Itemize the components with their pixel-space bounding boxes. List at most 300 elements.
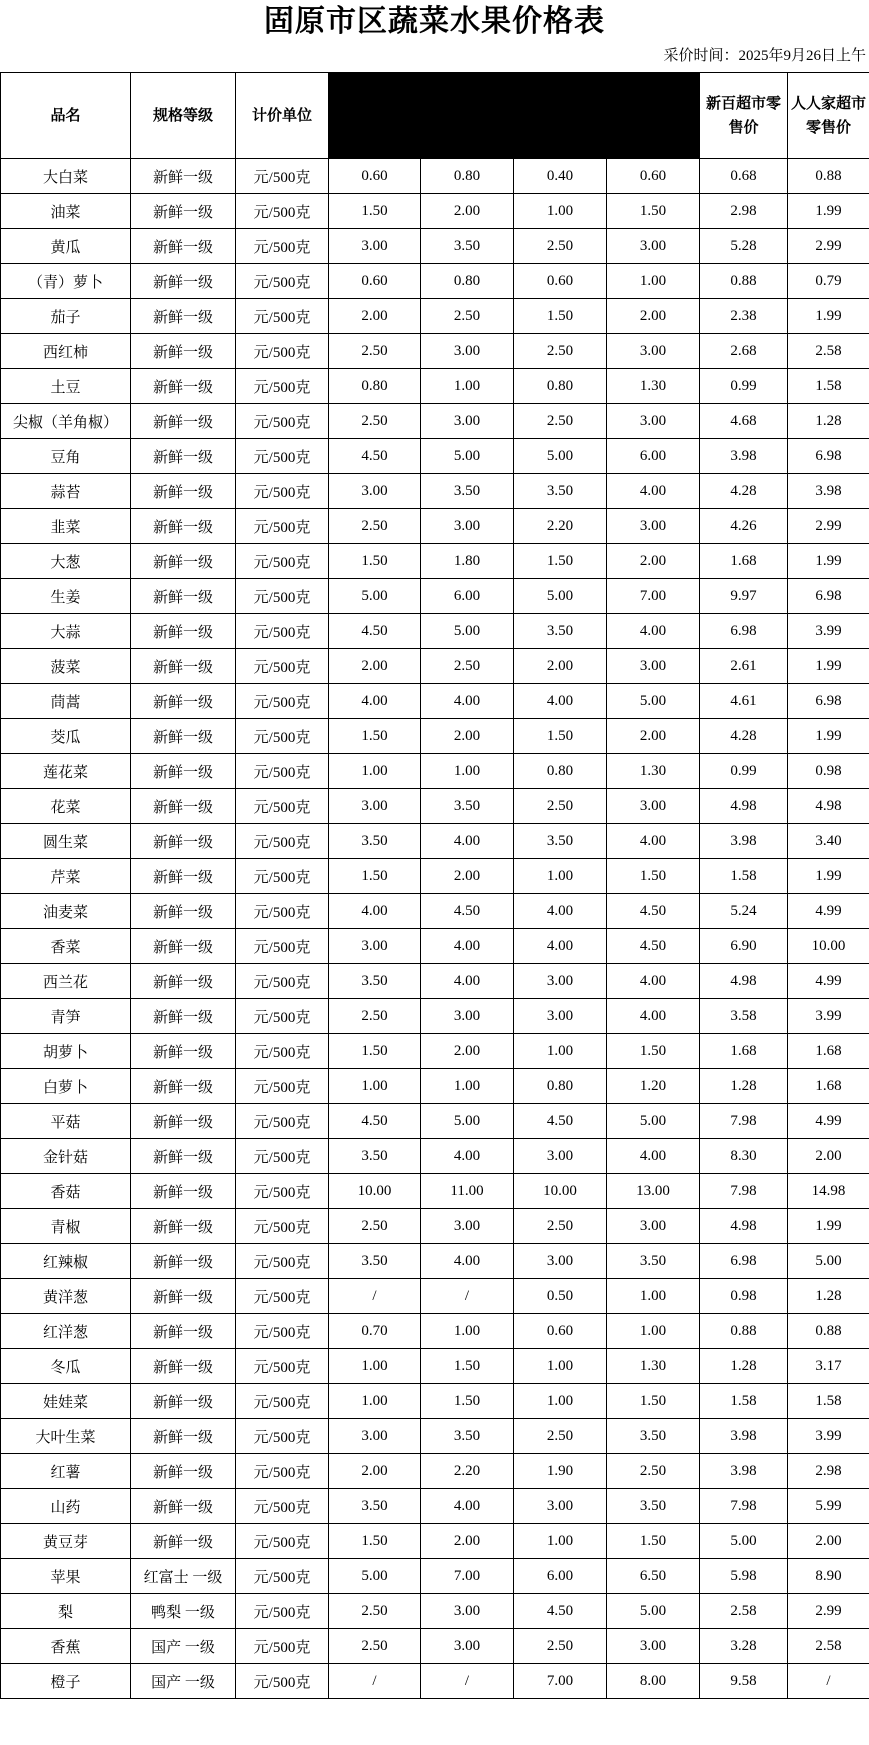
- product-name-cell: （青）萝卜: [1, 264, 131, 299]
- table-row: [1, 1314, 869, 1349]
- xinbai-retail-price-cell: 5.00: [700, 1524, 788, 1559]
- price-3-cell: 4.00: [514, 929, 607, 964]
- price-3-cell: 5.00: [514, 579, 607, 614]
- price-3-cell: 3.00: [514, 1139, 607, 1174]
- table-row: [1, 1279, 869, 1314]
- price-2-cell: 0.80: [421, 264, 514, 299]
- price-3-cell: 2.50: [514, 334, 607, 369]
- renrenjia-retail-price-cell: 1.68: [788, 1069, 869, 1104]
- renrenjia-retail-price-cell: 10.00: [788, 929, 869, 964]
- price-3-cell: 4.50: [514, 1104, 607, 1139]
- price-3-cell: 10.00: [514, 1174, 607, 1209]
- table-row: [1, 824, 869, 859]
- price-4-cell: 1.20: [607, 1069, 700, 1104]
- price-2-cell: 5.00: [421, 614, 514, 649]
- product-name-cell: 红洋葱: [1, 1314, 131, 1349]
- price-4-cell: 2.00: [607, 719, 700, 754]
- price-4-cell: 7.00: [607, 579, 700, 614]
- renrenjia-retail-price-cell: 1.28: [788, 1279, 869, 1314]
- table-row: [1, 159, 869, 194]
- table-row: [1, 789, 869, 824]
- grade-cell: 新鲜一级: [131, 789, 236, 824]
- unit-cell: 元/500克: [236, 509, 329, 544]
- price-3-cell: 6.00: [514, 1559, 607, 1594]
- grade-cell: 新鲜一级: [131, 1244, 236, 1279]
- unit-cell: 元/500克: [236, 684, 329, 719]
- table-row: [1, 299, 869, 334]
- price-4-cell: 5.00: [607, 1594, 700, 1629]
- price-4-cell: 5.00: [607, 684, 700, 719]
- grade-cell: 新鲜一级: [131, 1104, 236, 1139]
- product-name-cell: 山药: [1, 1489, 131, 1524]
- price-4-cell: 1.00: [607, 1279, 700, 1314]
- unit-cell: 元/500克: [236, 894, 329, 929]
- xinbai-retail-price-cell: 0.88: [700, 1314, 788, 1349]
- product-name-cell: 金针菇: [1, 1139, 131, 1174]
- price-2-cell: 2.20: [421, 1454, 514, 1489]
- price-1-cell: 4.00: [329, 684, 421, 719]
- price-1-cell: 2.50: [329, 1629, 421, 1664]
- renrenjia-retail-price-cell: 2.00: [788, 1524, 869, 1559]
- price-1-cell: 1.00: [329, 1349, 421, 1384]
- price-1-cell: 2.00: [329, 1454, 421, 1489]
- xinbai-retail-price-cell: 1.28: [700, 1069, 788, 1104]
- table-row: [1, 1594, 869, 1629]
- price-3-cell: 2.20: [514, 509, 607, 544]
- price-3-cell: 1.00: [514, 859, 607, 894]
- xinbai-retail-price-cell: 4.98: [700, 1209, 788, 1244]
- price-2-cell: 4.00: [421, 1244, 514, 1279]
- grade-cell: 新鲜一级: [131, 1454, 236, 1489]
- price-table: [0, 72, 869, 1699]
- grade-cell: 红富士 一级: [131, 1559, 236, 1594]
- price-3-cell: 2.50: [514, 789, 607, 824]
- renrenjia-retail-price-cell: 0.88: [788, 159, 869, 194]
- price-1-cell: 3.00: [329, 929, 421, 964]
- unit-cell: 元/500克: [236, 929, 329, 964]
- price-1-cell: 1.50: [329, 859, 421, 894]
- price-1-cell: 1.00: [329, 1384, 421, 1419]
- renrenjia-retail-price-cell: 2.99: [788, 1594, 869, 1629]
- table-row: [1, 1454, 869, 1489]
- product-name-cell: 茭瓜: [1, 719, 131, 754]
- table-row: [1, 334, 869, 369]
- table-row: [1, 579, 869, 614]
- xinbai-retail-price-cell: 3.98: [700, 439, 788, 474]
- unit-cell: 元/500克: [236, 1454, 329, 1489]
- price-1-cell: 0.70: [329, 1314, 421, 1349]
- table-row: [1, 859, 869, 894]
- renrenjia-retail-price-cell: 4.99: [788, 964, 869, 999]
- table-row: [1, 544, 869, 579]
- unit-cell: 元/500克: [236, 1594, 329, 1629]
- unit-cell: 元/500克: [236, 264, 329, 299]
- price-2-cell: 5.00: [421, 439, 514, 474]
- product-name-cell: 莲花菜: [1, 754, 131, 789]
- unit-cell: 元/500克: [236, 1069, 329, 1104]
- price-1-cell: 4.00: [329, 894, 421, 929]
- table-row: [1, 1349, 869, 1384]
- product-name-cell: 冬瓜: [1, 1349, 131, 1384]
- price-4-cell: 2.00: [607, 544, 700, 579]
- unit-cell: 元/500克: [236, 1629, 329, 1664]
- xinbai-retail-price-cell: 0.68: [700, 159, 788, 194]
- price-3-cell: 0.80: [514, 369, 607, 404]
- price-2-cell: 4.00: [421, 824, 514, 859]
- xinbai-retail-price-cell: 4.98: [700, 789, 788, 824]
- product-name-cell: 大叶生菜: [1, 1419, 131, 1454]
- renrenjia-retail-price-cell: 6.98: [788, 579, 869, 614]
- unit-cell: 元/500克: [236, 194, 329, 229]
- price-1-cell: 3.50: [329, 964, 421, 999]
- xinbai-retail-price-cell: 1.58: [700, 1384, 788, 1419]
- xinbai-retail-price-cell: 4.98: [700, 964, 788, 999]
- xinbai-retail-price-cell: 3.98: [700, 1454, 788, 1489]
- table-row: [1, 1489, 869, 1524]
- price-1-cell: 0.60: [329, 264, 421, 299]
- price-1-cell: 10.00: [329, 1174, 421, 1209]
- price-3-cell: 3.50: [514, 614, 607, 649]
- price-3-cell: 4.50: [514, 1594, 607, 1629]
- price-2-cell: 4.00: [421, 1139, 514, 1174]
- product-name-cell: 油麦菜: [1, 894, 131, 929]
- unit-cell: 元/500克: [236, 229, 329, 264]
- grade-cell: 新鲜一级: [131, 1314, 236, 1349]
- unit-cell: 元/500克: [236, 789, 329, 824]
- price-1-cell: 1.50: [329, 719, 421, 754]
- price-4-cell: 1.30: [607, 754, 700, 789]
- table-row: [1, 404, 869, 439]
- product-name-cell: 大白菜: [1, 159, 131, 194]
- grade-cell: 新鲜一级: [131, 369, 236, 404]
- price-1-cell: 2.50: [329, 999, 421, 1034]
- xinbai-retail-price-cell: 8.30: [700, 1139, 788, 1174]
- renrenjia-retail-price-cell: 14.98: [788, 1174, 869, 1209]
- product-name-cell: 黄豆芽: [1, 1524, 131, 1559]
- redacted-column-header: [607, 73, 700, 159]
- renrenjia-retail-price-cell: 3.17: [788, 1349, 869, 1384]
- price-4-cell: 4.00: [607, 999, 700, 1034]
- renrenjia-retail-price-cell: 1.68: [788, 1034, 869, 1069]
- product-name-cell: 白萝卜: [1, 1069, 131, 1104]
- grade-cell: 新鲜一级: [131, 579, 236, 614]
- unit-cell: 元/500克: [236, 1279, 329, 1314]
- price-2-cell: 2.50: [421, 649, 514, 684]
- grade-cell: 新鲜一级: [131, 894, 236, 929]
- renrenjia-retail-price-cell: 8.90: [788, 1559, 869, 1594]
- price-3-cell: 7.00: [514, 1664, 607, 1699]
- price-2-cell: 1.50: [421, 1349, 514, 1384]
- grade-cell: 新鲜一级: [131, 1034, 236, 1069]
- unit-cell: 元/500克: [236, 1139, 329, 1174]
- table-row: [1, 1174, 869, 1209]
- price-1-cell: 3.50: [329, 1489, 421, 1524]
- price-4-cell: 3.00: [607, 509, 700, 544]
- price-3-cell: 0.40: [514, 159, 607, 194]
- price-2-cell: 1.00: [421, 1314, 514, 1349]
- price-4-cell: 4.00: [607, 474, 700, 509]
- price-1-cell: 3.00: [329, 789, 421, 824]
- price-4-cell: 3.00: [607, 404, 700, 439]
- column-header: 品名: [1, 73, 131, 159]
- price-4-cell: 13.00: [607, 1174, 700, 1209]
- price-3-cell: 0.80: [514, 1069, 607, 1104]
- unit-cell: 元/500克: [236, 544, 329, 579]
- price-2-cell: 3.00: [421, 1594, 514, 1629]
- price-4-cell: 3.50: [607, 1419, 700, 1454]
- table-body: [1, 159, 869, 1699]
- price-4-cell: 1.00: [607, 264, 700, 299]
- price-2-cell: /: [421, 1279, 514, 1314]
- unit-cell: 元/500克: [236, 754, 329, 789]
- price-1-cell: 2.50: [329, 404, 421, 439]
- price-4-cell: 4.00: [607, 824, 700, 859]
- price-1-cell: 3.00: [329, 474, 421, 509]
- price-2-cell: 5.00: [421, 1104, 514, 1139]
- product-name-cell: 红辣椒: [1, 1244, 131, 1279]
- redacted-column-header: [421, 73, 514, 159]
- table-row: [1, 1384, 869, 1419]
- product-name-cell: 生姜: [1, 579, 131, 614]
- survey-time-caption: 采价时间：2025年9月26日上午: [663, 48, 866, 64]
- price-1-cell: /: [329, 1279, 421, 1314]
- grade-cell: 新鲜一级: [131, 1384, 236, 1419]
- price-3-cell: 2.50: [514, 1419, 607, 1454]
- price-4-cell: 3.00: [607, 789, 700, 824]
- price-2-cell: 2.50: [421, 299, 514, 334]
- price-3-cell: 2.50: [514, 404, 607, 439]
- price-1-cell: 5.00: [329, 1559, 421, 1594]
- renrenjia-retail-price-cell: 0.88: [788, 1314, 869, 1349]
- price-2-cell: 4.00: [421, 929, 514, 964]
- table-row: [1, 1559, 869, 1594]
- price-1-cell: 2.00: [329, 649, 421, 684]
- xinbai-retail-price-cell: 1.68: [700, 544, 788, 579]
- price-4-cell: 4.00: [607, 964, 700, 999]
- price-1-cell: 1.00: [329, 1069, 421, 1104]
- product-name-cell: 茼蒿: [1, 684, 131, 719]
- table-row: [1, 1104, 869, 1139]
- xinbai-retail-price-cell: 6.90: [700, 929, 788, 964]
- xinbai-retail-price-cell: 2.68: [700, 334, 788, 369]
- price-4-cell: 0.60: [607, 159, 700, 194]
- grade-cell: 新鲜一级: [131, 334, 236, 369]
- price-2-cell: 3.00: [421, 1209, 514, 1244]
- price-4-cell: 6.00: [607, 439, 700, 474]
- price-3-cell: 1.00: [514, 1034, 607, 1069]
- unit-cell: 元/500克: [236, 1489, 329, 1524]
- xinbai-retail-price-cell: 5.24: [700, 894, 788, 929]
- column-header: 规格等级: [131, 73, 236, 159]
- price-4-cell: 4.50: [607, 894, 700, 929]
- price-1-cell: 0.60: [329, 159, 421, 194]
- product-name-cell: 香菇: [1, 1174, 131, 1209]
- product-name-cell: 梨: [1, 1594, 131, 1629]
- price-4-cell: 8.00: [607, 1664, 700, 1699]
- xinbai-retail-price-cell: 7.98: [700, 1174, 788, 1209]
- price-3-cell: 1.90: [514, 1454, 607, 1489]
- grade-cell: 新鲜一级: [131, 859, 236, 894]
- unit-cell: 元/500克: [236, 474, 329, 509]
- product-name-cell: 圆生菜: [1, 824, 131, 859]
- xinbai-retail-price-cell: 3.58: [700, 999, 788, 1034]
- price-2-cell: 2.00: [421, 859, 514, 894]
- unit-cell: 元/500克: [236, 1419, 329, 1454]
- table-row: [1, 754, 869, 789]
- grade-cell: 新鲜一级: [131, 824, 236, 859]
- unit-cell: 元/500克: [236, 649, 329, 684]
- product-name-cell: 平菇: [1, 1104, 131, 1139]
- redacted-column-header: [329, 73, 421, 159]
- unit-cell: 元/500克: [236, 859, 329, 894]
- product-name-cell: 菠菜: [1, 649, 131, 684]
- unit-cell: 元/500克: [236, 1524, 329, 1559]
- price-2-cell: 3.00: [421, 1629, 514, 1664]
- table-row: [1, 1629, 869, 1664]
- xinbai-retail-price-cell: 0.99: [700, 754, 788, 789]
- product-name-cell: 大葱: [1, 544, 131, 579]
- unit-cell: 元/500克: [236, 1174, 329, 1209]
- renrenjia-retail-price-cell: 1.28: [788, 404, 869, 439]
- unit-cell: 元/500克: [236, 999, 329, 1034]
- renrenjia-retail-price-cell: 1.99: [788, 194, 869, 229]
- column-header: 人人家超市零售价: [788, 73, 869, 159]
- price-3-cell: 3.50: [514, 474, 607, 509]
- price-4-cell: 3.50: [607, 1244, 700, 1279]
- renrenjia-retail-price-cell: 3.99: [788, 1419, 869, 1454]
- unit-cell: 元/500克: [236, 824, 329, 859]
- grade-cell: 新鲜一级: [131, 299, 236, 334]
- price-4-cell: 4.00: [607, 1139, 700, 1174]
- price-3-cell: 1.00: [514, 1349, 607, 1384]
- price-2-cell: 0.80: [421, 159, 514, 194]
- unit-cell: 元/500克: [236, 1209, 329, 1244]
- grade-cell: 新鲜一级: [131, 509, 236, 544]
- price-4-cell: 3.00: [607, 649, 700, 684]
- grade-cell: 新鲜一级: [131, 754, 236, 789]
- table-row: [1, 1209, 869, 1244]
- grade-cell: 新鲜一级: [131, 159, 236, 194]
- price-4-cell: 3.00: [607, 1209, 700, 1244]
- price-2-cell: 3.00: [421, 999, 514, 1034]
- price-4-cell: 6.50: [607, 1559, 700, 1594]
- grade-cell: 国产 一级: [131, 1664, 236, 1699]
- unit-cell: 元/500克: [236, 579, 329, 614]
- price-2-cell: 2.00: [421, 719, 514, 754]
- renrenjia-retail-price-cell: 5.99: [788, 1489, 869, 1524]
- renrenjia-retail-price-cell: 0.79: [788, 264, 869, 299]
- renrenjia-retail-price-cell: 3.98: [788, 474, 869, 509]
- price-4-cell: 2.50: [607, 1454, 700, 1489]
- renrenjia-retail-price-cell: 2.58: [788, 334, 869, 369]
- price-4-cell: 1.50: [607, 859, 700, 894]
- price-4-cell: 1.30: [607, 1349, 700, 1384]
- price-4-cell: 3.50: [607, 1489, 700, 1524]
- price-2-cell: 4.50: [421, 894, 514, 929]
- grade-cell: 新鲜一级: [131, 439, 236, 474]
- unit-cell: 元/500克: [236, 1244, 329, 1279]
- price-1-cell: 2.50: [329, 334, 421, 369]
- grade-cell: 新鲜一级: [131, 1069, 236, 1104]
- price-2-cell: 4.00: [421, 1489, 514, 1524]
- xinbai-retail-price-cell: 1.28: [700, 1349, 788, 1384]
- price-3-cell: 2.00: [514, 649, 607, 684]
- price-3-cell: 0.60: [514, 1314, 607, 1349]
- price-1-cell: 0.80: [329, 369, 421, 404]
- table-row: [1, 194, 869, 229]
- table-row: [1, 999, 869, 1034]
- grade-cell: 新鲜一级: [131, 264, 236, 299]
- xinbai-retail-price-cell: 2.38: [700, 299, 788, 334]
- renrenjia-retail-price-cell: 1.99: [788, 859, 869, 894]
- price-1-cell: 1.50: [329, 194, 421, 229]
- product-name-cell: 香蕉: [1, 1629, 131, 1664]
- xinbai-retail-price-cell: 7.98: [700, 1104, 788, 1139]
- price-2-cell: 7.00: [421, 1559, 514, 1594]
- renrenjia-retail-price-cell: 5.00: [788, 1244, 869, 1279]
- grade-cell: 新鲜一级: [131, 684, 236, 719]
- product-name-cell: 西红柿: [1, 334, 131, 369]
- renrenjia-retail-price-cell: 1.99: [788, 649, 869, 684]
- xinbai-retail-price-cell: 4.61: [700, 684, 788, 719]
- table-row: [1, 229, 869, 264]
- grade-cell: 新鲜一级: [131, 1524, 236, 1559]
- grade-cell: 新鲜一级: [131, 1279, 236, 1314]
- renrenjia-retail-price-cell: 1.58: [788, 1384, 869, 1419]
- xinbai-retail-price-cell: 5.98: [700, 1559, 788, 1594]
- grade-cell: 新鲜一级: [131, 1419, 236, 1454]
- table-row: [1, 509, 869, 544]
- table-row: [1, 474, 869, 509]
- table-row: [1, 929, 869, 964]
- renrenjia-retail-price-cell: 3.99: [788, 999, 869, 1034]
- xinbai-retail-price-cell: 2.58: [700, 1594, 788, 1629]
- price-1-cell: 4.50: [329, 614, 421, 649]
- xinbai-retail-price-cell: 0.99: [700, 369, 788, 404]
- price-1-cell: 1.00: [329, 754, 421, 789]
- product-name-cell: 西兰花: [1, 964, 131, 999]
- price-1-cell: 2.50: [329, 1594, 421, 1629]
- renrenjia-retail-price-cell: 4.98: [788, 789, 869, 824]
- price-1-cell: 4.50: [329, 439, 421, 474]
- price-3-cell: 2.50: [514, 1209, 607, 1244]
- price-4-cell: 1.50: [607, 194, 700, 229]
- product-name-cell: 娃娃菜: [1, 1384, 131, 1419]
- grade-cell: 国产 一级: [131, 1629, 236, 1664]
- price-1-cell: 3.00: [329, 229, 421, 264]
- grade-cell: 新鲜一级: [131, 649, 236, 684]
- table-row: [1, 1139, 869, 1174]
- price-3-cell: 0.60: [514, 264, 607, 299]
- unit-cell: 元/500克: [236, 1314, 329, 1349]
- grade-cell: 新鲜一级: [131, 929, 236, 964]
- price-3-cell: 0.50: [514, 1279, 607, 1314]
- renrenjia-retail-price-cell: 2.98: [788, 1454, 869, 1489]
- table-row: [1, 439, 869, 474]
- price-2-cell: 3.50: [421, 1419, 514, 1454]
- price-3-cell: 4.00: [514, 684, 607, 719]
- page-title: 固原市区蔬菜水果价格表: [264, 5, 605, 38]
- renrenjia-retail-price-cell: 3.99: [788, 614, 869, 649]
- price-2-cell: 2.00: [421, 194, 514, 229]
- price-2-cell: 3.50: [421, 789, 514, 824]
- product-name-cell: 芹菜: [1, 859, 131, 894]
- product-name-cell: 土豆: [1, 369, 131, 404]
- product-name-cell: 青笋: [1, 999, 131, 1034]
- price-3-cell: 3.00: [514, 1489, 607, 1524]
- price-4-cell: 1.30: [607, 369, 700, 404]
- product-name-cell: 大蒜: [1, 614, 131, 649]
